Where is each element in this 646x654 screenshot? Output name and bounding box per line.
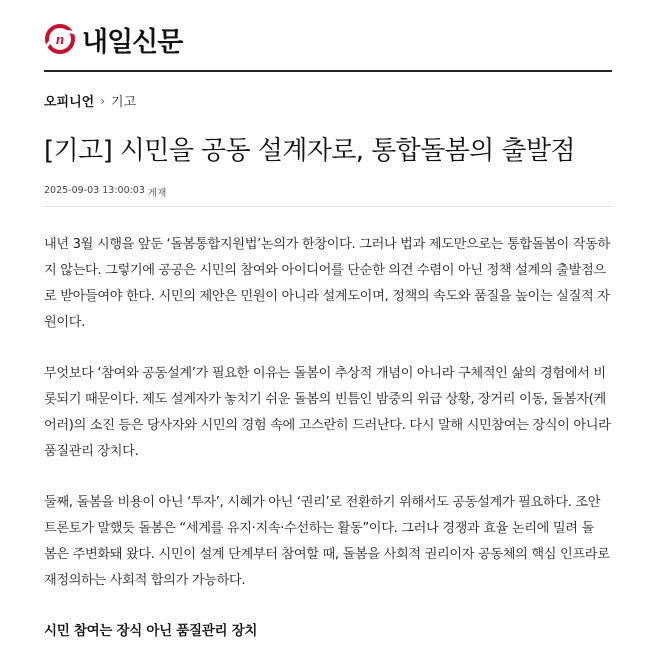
paragraph xyxy=(44,361,618,465)
text-line: 어러)의 소진 등은 당사자와 시민의 경험 속에 고스란히 드러난다. 다시 말해 시민참여는 장식이 아니라 xyxy=(44,418,611,433)
meta-divider xyxy=(44,206,612,207)
masthead xyxy=(44,20,182,58)
article-body xyxy=(44,232,618,639)
text-line: 재정의하는 사회적 합의가 가능하다. xyxy=(44,573,246,588)
breadcrumb-section-link[interactable]: 오피니언 xyxy=(44,95,95,110)
article-title: [기고] 시민을 공동 설계자로, 통합돌봄의 출발점 xyxy=(44,136,575,166)
naeil-logo-icon[interactable] xyxy=(44,23,76,55)
article-subheading: 시민 참여는 장식 아닌 품질관리 장치 xyxy=(44,623,258,639)
text-line: 지 않는다. 그렇기에 공공은 시민의 참여와 아이디어를 단순한 의견 수렴이 아닌 정책 설계의 출발점으 xyxy=(44,263,606,278)
text-line: 내년 3월 시행을 앞둔 ‘돌봄통합지원법’논의가 한창이다. 그러나 법과 제도만으로는 통합돌봄이 작동하 xyxy=(44,237,610,252)
text-line: 둘째, 돌봄을 비용이 아닌 ‘투자’, 시혜가 아닌 ‘권리’로 전환하기 위해서도 공동설계가 필요하다. 조안 xyxy=(44,495,601,510)
chevron-right-icon: › xyxy=(100,93,106,108)
text-line: 트론토가 말했듯 돌봄은 “세계를 유지·지속·수선하는 활동”이다. 그러나 경쟁과 효율 논리에 밀려 돌 xyxy=(44,521,594,536)
svg-text:n: n xyxy=(55,32,65,48)
paragraph xyxy=(44,490,618,594)
text-line: 로 받아들여야 한다. 시민의 제안은 민원이 아니라 설계도이며, 정책의 속도와 품질을 높이는 실질적 자 xyxy=(44,289,610,304)
publish-date: 2025-09-03 13:00:03 xyxy=(44,185,145,196)
text-line: 무엇보다 ‘참여와 공동설계’가 필요한 이유는 돌봄이 추상적 개념이 아니라 구체적인 삶의 경험에서 비 xyxy=(44,366,606,381)
paragraph xyxy=(44,232,618,336)
header-divider xyxy=(44,70,612,72)
text-line: 롯되기 때문이다. 제도 설계자가 놓치기 쉬운 돌봄의 빈틈인 밤중의 위급 상황, 장거리 이동, 돌봄자(케 xyxy=(44,392,606,407)
text-line: 원이다. xyxy=(44,315,86,330)
brand-name[interactable]: 내일신문 xyxy=(82,26,183,58)
breadcrumb-current-link[interactable]: 기고 xyxy=(111,95,137,110)
text-line: 품질관리 장치다. xyxy=(44,444,139,459)
publish-label: 게재 xyxy=(147,188,167,199)
article-meta xyxy=(44,185,166,199)
breadcrumb xyxy=(44,91,136,110)
text-line: 봄은 주변화돼 왔다. 시민이 설계 단계부터 참여할 때, 돌봄을 사회적 권리이자 공동체의 핵심 인프라로 xyxy=(44,547,610,562)
